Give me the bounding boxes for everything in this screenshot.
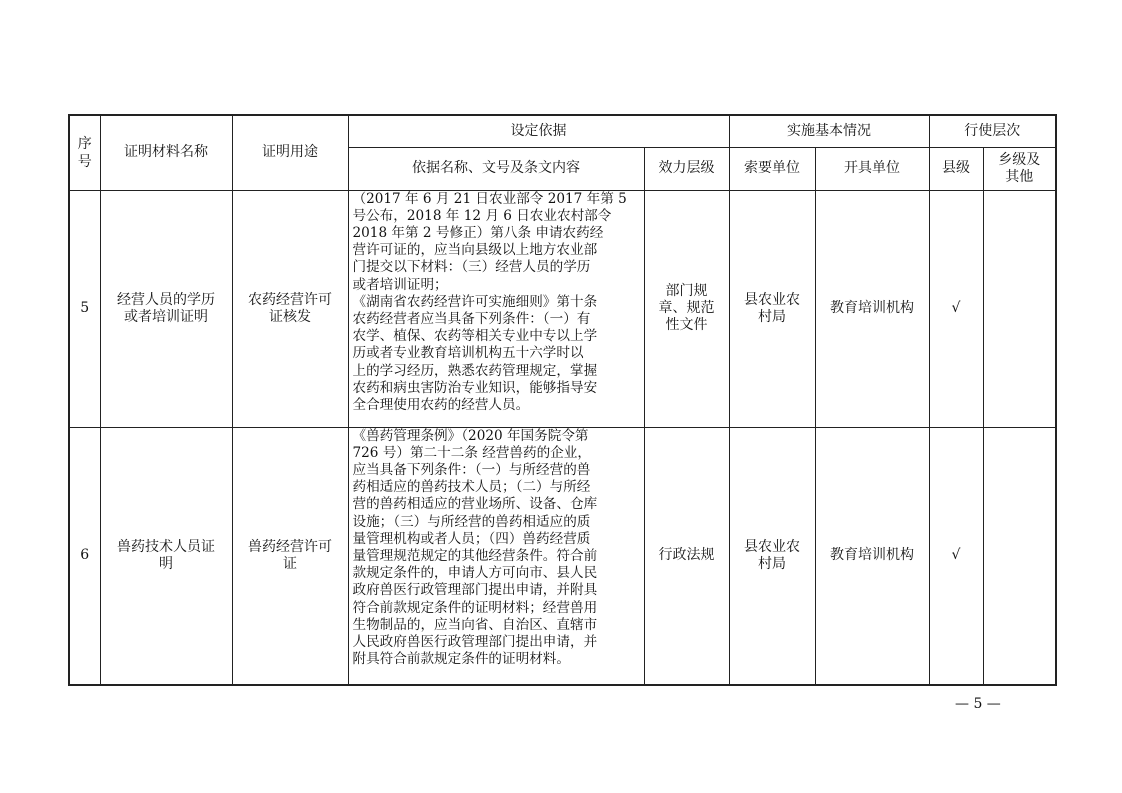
row-township-other	[983, 190, 1056, 427]
row-issue-unit: 教育培训机构	[815, 427, 929, 685]
row-basis-content: 《兽药管理条例》（2020 年国务院令第 726 号）第二十二条 经营兽药的企业， 应当具备下列条件：（一）与所经营的兽 药相适应的兽药技术人员；（二）与所经 营的兽药相适应的营业场所、设备、仓库 设施；（三）与所经营的兽药相适应的质 量管理机构或者人员；（四）兽药经营质 量管理规范规定的其他经营条件。符合前 款规定条件的，申请人方可向市、县人民 政府兽医行政管理部门提出申请，并附具 符合前款规定条件的证明材料；经营兽用 生物制品的，应当向省、自治区、直辖市 人民政府兽医行政管理部门提出申请，并 附具符合前款规定条件的证明材料。	[348, 427, 644, 685]
certificate-table	[68, 114, 1057, 686]
header-purpose: 证明用途	[232, 115, 348, 190]
header-effect-level: 效力层级	[644, 147, 729, 190]
row-request-unit: 县农业农 村局	[729, 427, 815, 685]
header-basis-group: 设定依据	[348, 115, 729, 147]
table-row	[69, 190, 1056, 427]
row-request-unit: 县农业农 村局	[729, 190, 815, 427]
row-effect-level: 部门规 章、规范 性文件	[644, 190, 729, 427]
row-effect-level: 行政法规	[644, 427, 729, 685]
row-seq: 5	[69, 190, 100, 427]
header-material-name: 证明材料名称	[100, 115, 232, 190]
row-county-level-check: √	[929, 190, 983, 427]
header-level-group: 行使层次	[929, 115, 1056, 147]
table-row	[69, 427, 1056, 685]
row-material-name: 经营人员的学历 或者培训证明	[100, 190, 232, 427]
header-seq-label: 序号	[77, 135, 92, 170]
row-basis-content: （2017 年 6 月 21 日农业部令 2017 年第 5 号公布，2018 年 12 月 6 日农业农村部令 2018 年第 2 号修正）第八条 申请农药经 营许可证的，应当向县级以上地方农业部 门提交以下材料：（三）经营人员的学历 或者培训证明； 《湖南省农药经营许可实施细则》第十条 农药经营者应当具备下列条件：（一）有 农学、植保、农药等相关专业中专以上学 历或者专业教育培训机构五十六学时以 上的学习经历，熟悉农药管理规定，掌握 农药和病虫害防治专业知识，能够指导安 全合理使用农药的经营人员。	[348, 190, 644, 427]
header-basis-content: 依据名称、文号及条文内容	[348, 147, 644, 190]
page-number: — 5 —	[955, 696, 1001, 712]
row-purpose: 农药经营许可 证核发	[232, 190, 348, 427]
row-purpose: 兽药经营许可 证	[232, 427, 348, 685]
header-township-other: 乡级及 其他	[983, 147, 1056, 190]
header-seq	[69, 115, 100, 190]
header-implementation-group: 实施基本情况	[729, 115, 929, 147]
row-township-other	[983, 427, 1056, 685]
row-issue-unit: 教育培训机构	[815, 190, 929, 427]
header-request-unit: 索要单位	[729, 147, 815, 190]
row-material-name: 兽药技术人员证 明	[100, 427, 232, 685]
header-issue-unit: 开具单位	[815, 147, 929, 190]
header-county-level: 县级	[929, 147, 983, 190]
row-county-level-check: √	[929, 427, 983, 685]
row-seq: 6	[69, 427, 100, 685]
